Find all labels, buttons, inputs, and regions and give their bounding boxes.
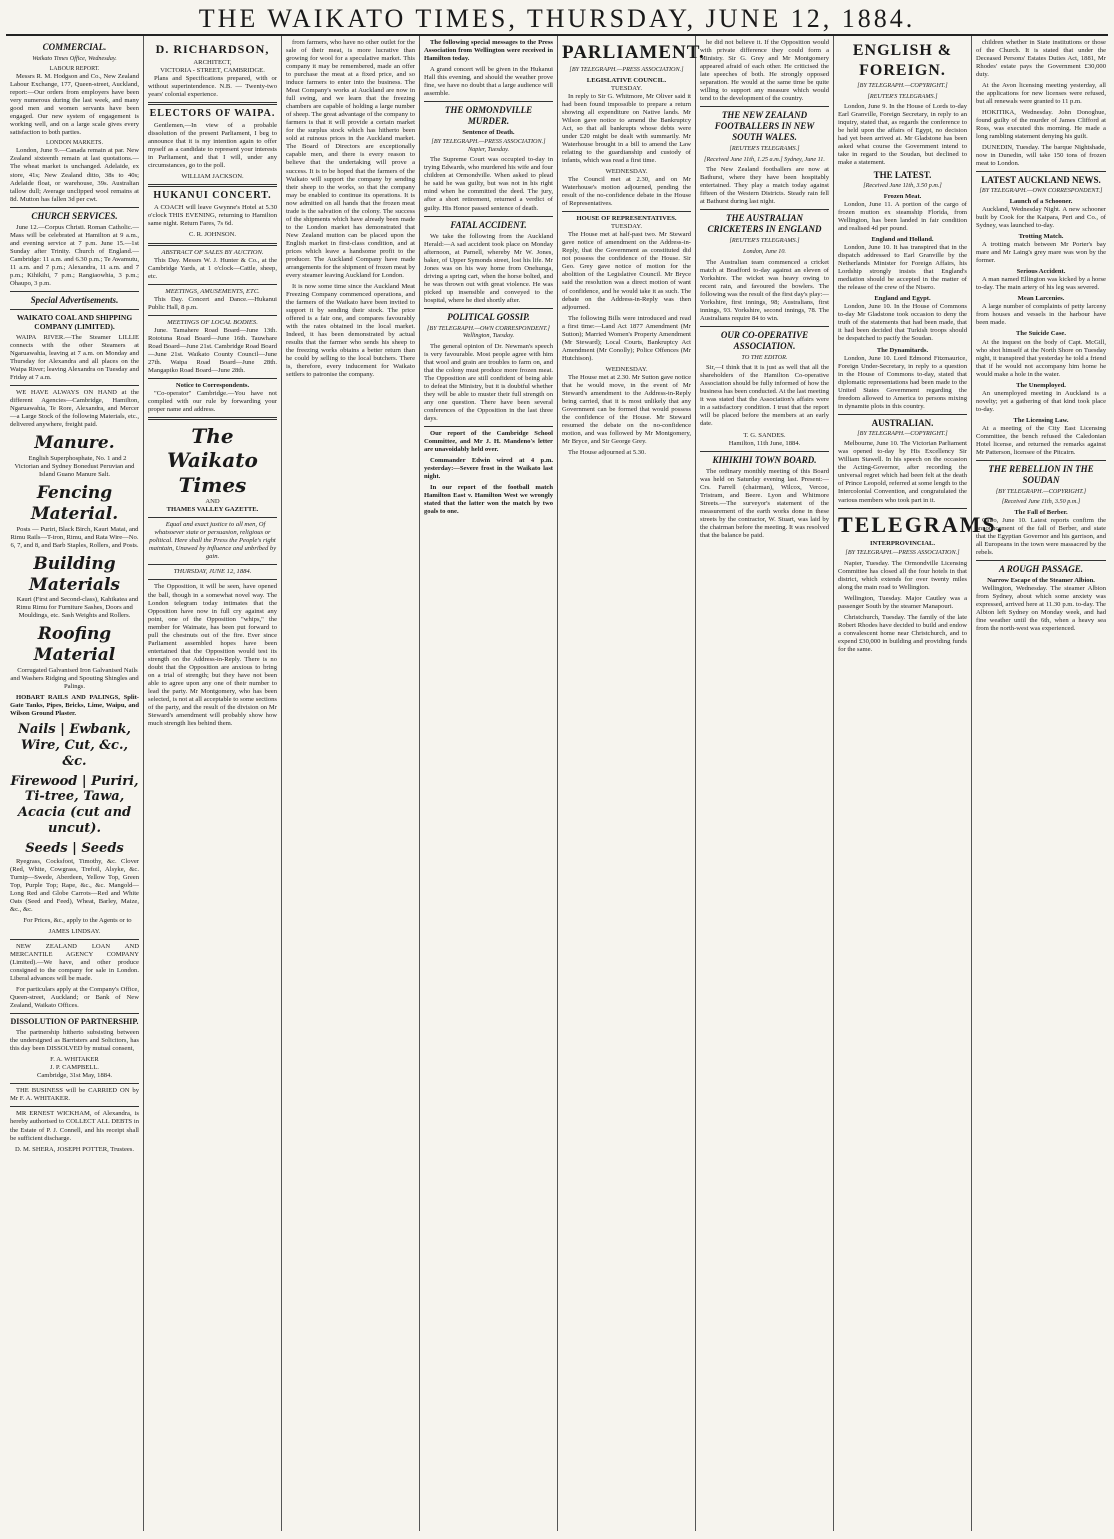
labour-text: Messrs R. M. Hodgson and Co., New Zealand Labour Exchange, 177, Queen-street, Auckland, report:—Our orders from employers have been very numerous during the last week, and many good men and women servants have been engaged. Our new system of engagement is working well, and on a large scale gives every satisfaction to both parties. (10, 72, 139, 137)
nzloan-text: For particulars apply at the Company's Office, Queen-street, Auckland; or Bank of New Zealand, Waikato Offices. (10, 986, 139, 1010)
divider (700, 209, 829, 210)
richardson-text: Plans and Specifications prepared, with or without superintendence. N.B. — Twenty-two years' colonial experience. (148, 74, 277, 98)
nz-text: The New Zealand footballers are now at Bathurst, where they have been hospitably entertained. They play a match today against fifteen of the Western Districts. Steady rain fell at Bathurst during last night. (700, 166, 829, 206)
gossip-text: The general opinion of Dr. Newman's speech is very favourable. Most people agree with him that wool and grain are troubles to farm on, and that the colony must produce more frozen meat. The Opposition are still confident of being able to defeat the Ministry, but it is doubtful whether they will be able to muster their full strength on any one question. There have been several conferences of the Opposition in the last three days. (424, 342, 553, 423)
nz-heading: THE NEW ZEALAND FOOTBALLERS IN NEW SOUTH WALES. (714, 110, 815, 143)
interprov-heading: INTERPROVINCIAL. (869, 540, 936, 548)
wed-heading: WEDNESDAY. (605, 168, 648, 176)
lc-text: In reply to Sir G. Whitmore, Mr Oliver said it had been found impossible to prepare a return showing all expenditure on Native lands. Mr Wilson gave notice to amend the Bankruptcy Act, so that all bankrupts whose debts were under £20 might be dealt with summarily. Mr Waterhouse brought in a bill to amend the Law relating to the guardianship and custody of infants, which was read a first time. (562, 92, 691, 165)
divider (976, 560, 1106, 561)
richardson-address: VICTORIA - STREET, CAMBRIDGE. (160, 66, 265, 74)
wed2-text: The House met at 2.30. Mr Sutton gave notice that he would move, in the event of Mr Steward's amendment to the Address-in-Reply being carried, that it is most unlikely that any Government can be formed that would possess the confidence of the House. Mr Steward resumed the debate on the no-confidence motion, and was followed by Mr Montgomery, Mr Bryce, and Sir George Grey. (562, 373, 691, 446)
meetings-heading: MEETINGS, AMUSEMENTS, ETC. (165, 287, 260, 295)
launch-heading: Launch of a Schooner. (1009, 198, 1073, 205)
warren-note: Commander Edwin wired at 4 p.m. yesterday:—Severe frost in the Waikato last night. (424, 457, 553, 481)
building-text: Kauri (First and Second-class), Kahikatea and Rimu Rimu for Furniture Sashes, Doors and Mouldings, etc. Sash Weights and Rollers. (16, 596, 139, 620)
notice-text: "Co-operator" Cambridge.—You have not complied with our rule by forwarding your proper name and address. (148, 389, 277, 414)
larcenies-heading: Mean Larcenies. (1017, 295, 1065, 303)
english-foreign-text: London, June 9. In the House of Lords to-day Earl Granville, Foreign Secretary, in reply to an inquiry, stated that, as regards the conference to be held upon the affairs of Egypt, no decision had yet been arrived at. Mr Gladstone has been asked what course the Government intend to take in regard to the Soudan, but declined to make a statement. (838, 103, 967, 167)
paper-subtitle: THAMES VALLEY GAZETTE. (166, 506, 259, 514)
cambridge-note: Our report of the Cambridge School Committee, and Mr J. H. Mandeno's letter are unavoidably held over. (424, 430, 553, 454)
fatal-heading: FATAL ACCIDENT. (450, 219, 527, 230)
eh-heading: England and Holland. (871, 236, 934, 244)
soudan-dateline: [Received June 11th, 3.50 p.m.] (1001, 498, 1081, 506)
suicide-text: At the inquest on the body of Capt. McGill, who shot himself at the North Shore on Tuesday night, it transpired that yesterday he told a friend that if he would not accompany him home he would make a hole in the water. (976, 338, 1106, 378)
lc-day: TUESDAY. (611, 84, 642, 92)
paper-title: The Waikato Times (167, 424, 258, 497)
commercial-sub: Waikato Times Office, Wednesday. (32, 54, 117, 62)
ee-text: London, June 10. In the House of Commons to-day Mr Gladstone took occasion to deny the truth of the statements that had been made, that it had been decided that Turkish troops should be despatched to pacify the Soudan. (838, 303, 967, 343)
hr-day: TUESDAY. (611, 223, 642, 231)
english-foreign-heading: ENGLISH & FOREIGN. (852, 42, 953, 79)
labour-heading: LABOUR REPORT. (49, 65, 100, 72)
kihikihi-heading: KIHIKIHI TOWN BOARD. (712, 454, 817, 465)
divider (424, 308, 553, 309)
jackson-signature: WILLIAM JACKSON. (181, 173, 244, 181)
aus-dateline: London, June 10. (743, 247, 786, 255)
richardson-name: D. RICHARDSON, (155, 42, 270, 56)
divider (148, 243, 277, 246)
debate-text: he did not believe it. If the Opposition would with private difference they could form a Ministry. Sir G. Grey and Mr Montgomery appeared afraid of each other. He criticised the late speeches of both. He strongly opposed separation. He would at the same time be quite willing to support any measure which would tend to the development of the country. (700, 39, 829, 103)
masthead (6, 4, 1108, 36)
wickham-text: MR ERNEST WICKHAM, of Alexandra, is hereby authorised to COLLECT ALL DEBTS in the Estate of P. J. Connell, and his receipt shall be sufficient discharge. (10, 1110, 139, 1142)
frozen-text: London, June 11. A portion of the cargo of frozen mutton ex steamship Florida, from Wellington, has been landed in fair condition and realised 4d per pound. (838, 200, 967, 233)
column-6 (696, 36, 834, 1531)
abstract-heading: ABSTRACT OF SALES BY AUCTION. (161, 248, 264, 256)
divider (10, 207, 139, 208)
berber-heading: The Fall of Berber. (1014, 509, 1068, 516)
aus-sub: [REUTER'S TELEGRAMS.] (729, 237, 800, 245)
hr-heading: HOUSE OF REPRESENTATIVES. (576, 215, 677, 223)
divider (148, 284, 277, 285)
divider (700, 326, 829, 327)
column-5 (558, 36, 705, 1531)
church-text: June 12.—Corpus Christi. Roman Catholic.—Mass will be celebrated at Hamilton at 9 a.m., and evening service at 7 p.m. June 15.—1st Sunday after Trinity. Church of England.—Cambridge: 11 a.m. and 6.30 p.m.; Te Awamutu, 11 a.m. and 7 p.m.; Alexandra, 11 a.m. and 7 p.m.; Kihikihi, 7 p.m.; Rangiaowhia, 3 p.m.; Ohaupo, 3 p.m. (10, 223, 139, 287)
roofing-text: Corrugated Galvanised Iron Galvanised Nails and Washers Ridging and Spouting Shingles and Palings. (10, 666, 139, 690)
australian-text: Melbourne, June 10. The Victorian Parliament was opened to-day by His Excellency Sir William Stawell. In his speech on the occasion the Acting-Governor, after recording the universal regret which had been felt at the death of Prince Leopold, referred at some length to the Intercolonial Convention, and congratulated the various members who took part in it. (838, 440, 967, 504)
london-text: London, June 9.—Canada remain at par. New Zealand sixteenth remain at last quotations.—The wheat market is unchanged. Adelaide, ex store, 41s; New Zealand ditto, 38s to 40s; Adelaide float, or warehouse, 39s. Australian tallow dull; Average unclipped wool remains at 8d. Mutton has fallen 3d per cwt. (10, 147, 139, 203)
nzloan-heading: NEW ZEALAND LOAN AND MERCANTILE AGENCY COMPANY (Limited).—We have, and other produce consigned to the company for sale in London. Liberal advances will be made. (10, 943, 139, 983)
christchurch-text: Christchurch, Tuesday. The family of the late Robert Rhodes have decided to build and endow a convalescent home near Christchurch, and to expend £30,000 in building and providing funds for the same. (838, 614, 967, 654)
paper-and: AND (205, 498, 220, 506)
paper-motto: Equal and exact justice to all men, Of whatsoever state or persuasion, religious or political. Here shall the Press the People's right maintain, Unawed by influence and unbribed by gain. (148, 521, 277, 561)
divider (838, 508, 967, 509)
manure-text: English Superphosphate, No. 1 and 2 Victorian and Sydney Bonedust Peruvian and Island Guano Manure Salt. (14, 455, 135, 479)
abstract-text: This Day. Messrs W. J. Hunter & Co., at the Cambridge Yards, at 1 o'clock—Cattle, sheep, etc. (148, 256, 277, 280)
dyn-heading: The Dynamitards. (876, 346, 929, 354)
bills-text: The following Bills were introduced and read a first time:—Land Act 1877 Amendment (Mr Sutton); Married Women's Property Amendment (Mr Steward); Local Courts, Bankruptcy Act Amendment (Mr Conolly); Police Offences (Mr Hutchison). (562, 314, 691, 362)
firewood-heading: Firewood | Puriri, Ti-tree, Tawa, Acacia (cut and uncut). (10, 773, 139, 837)
hokitika-text: HOKITIKA, Wednesday. John Donoghue, found guilty of the murder of James Clifford at Ross, was executed this morning. He made a long rambling statement denying his guilt. (976, 109, 1106, 141)
divider (424, 101, 553, 102)
divider (562, 211, 691, 212)
avon-text: At the Avon licensing meeting yesterday, all the applications for new licenses were refused, but all renewals were granted to 11 p.m. (976, 82, 1106, 106)
richardson-title: ARCHITECT, (193, 58, 232, 66)
coop-sub: TO THE EDITOR. (741, 353, 788, 361)
soudan-heading: THE REBELLION IN THE SOUDAN (988, 463, 1094, 485)
london-heading: LONDON MARKETS. (46, 140, 103, 147)
parliament-heading: PARLIAMENT. (562, 42, 705, 63)
column-1 (6, 36, 144, 1531)
english-foreign-sub: [BY TELEGRAPH.—COPYRIGHT.] (857, 82, 948, 90)
divider (976, 171, 1106, 172)
dissolution-heading: DISSOLUTION OF PARTNERSHIP. (10, 1017, 139, 1027)
divider (424, 426, 553, 427)
launch-text: Auckland, Wednesday Night. A new schooner built by Cook for the Kaipara, Peri and Co., of Sydney, was launched to-day. (976, 206, 1106, 230)
murder-heading: THE ORMONDVILLE MURDER. (444, 105, 533, 127)
trotting-heading: Trotting Match. (1018, 233, 1064, 241)
australian-sub: [BY TELEGRAPH.—COPYRIGHT.] (857, 429, 948, 437)
divider (700, 106, 829, 107)
unemployed-heading: The Unemployed. (1016, 381, 1066, 389)
coal-heading: WAIKATO COAL AND SHIPPING COMPANY (LIMITED). (16, 312, 133, 331)
divider (10, 291, 139, 292)
murder-subheading: Sentence of Death. (462, 129, 515, 137)
nz-dateline: [Received June 11th, 1.25 a.m.] Sydney, June 11. (704, 155, 825, 163)
trustees-signature: D. M. SHERA, JOSEPH POTTER, Trustees. (14, 1145, 135, 1153)
larcenies-text: A large number of complaints of petty larceny from houses and vessels in the harbour have been made. (976, 303, 1106, 327)
divider (838, 414, 967, 415)
football-note: In our report of the football match Hamilton East v. Hamilton West we wrongly stated that the latter won the match by two goals to one. (424, 484, 553, 516)
divider (148, 102, 277, 105)
berber-text: Cairo, June 10. Latest reports confirm the announcement of the fall of Berber, and state that the Egyptian Governor and his garrison, and all Europeans in the town were massacred by the rebels. (976, 517, 1106, 557)
coop-signature: T. G. SANDES. (743, 431, 786, 439)
gossip-dateline: [BY TELEGRAPH.—OWN CORRESPONDENT.] Wellington, Tuesday. (427, 324, 550, 340)
australian-heading: AUSTRALIAN. (871, 417, 934, 428)
divider (424, 216, 553, 217)
lindsay-signature: JAMES LINDSAY. (48, 928, 101, 936)
passage-text: Wellington, Wednesday. The steamer Albion from Sydney, about which some anxiety was expressed, arrived here at 11.30 p.m. to-day. The Albion left Sydney on Monday week, and had fine weather until the 6th, when a heavy sea from the north-west was experienced. (976, 585, 1106, 633)
dunedin-text: DUNEDIN, Tuesday. The barque Nightshade, now in Dunedin, will take 150 tons of frozen meat to London. (976, 144, 1106, 168)
roofing-heading: Roofing Material (33, 624, 116, 666)
divider (148, 517, 277, 518)
suicide-heading: The Suicide Case. (1015, 330, 1066, 338)
electors-text: Gentlemen,—In view of a probable dissolution of the present Parliament, I beg to announce that it is my intention again to offer myself as a candidate to represent your interests in Parliament, and that I will, under any circumstances, go to the poll. (148, 121, 277, 170)
divider (148, 417, 277, 420)
column-3 (282, 36, 420, 1531)
editorial-text: The Opposition, it will be seen, have opened the ball, though in a somewhat novel way. The London telegram today intimates that the Opposition have now in full cry against any point, one of the Opposition "whips," the member for Waimate, has been put forward to pull the chestnuts out of the fire. Ever since Parliament assembled hopes have been entertained that the Opposition would test its strength on the Address-in-Reply. There is no doubt that the Opposition are anxious to bring on a trial of strength; but they have not been able to agree upon any one of their number to lead the party. Mr Montgomery, who has been selected, is not at all acceptable to some sections of the party, and the result of the division on Mr Steward's amendment will probably show how much strength lies behind them. (148, 583, 277, 728)
bodies-text: June. Tamahere Road Board—June 13th. Rototuna Road Board—June 16th. Tauwhare Road Board—June 21st. Cambridge Road Board—June 21st. Waikato County Council—June 27th. Waipa Road Board—June 28th. Mangapiko Road Board—June 28th. (148, 326, 277, 374)
unemployed-text: An unemployed meeting in Auckland is a novelty; yet a gathering of that kind took place to-day. (976, 389, 1106, 413)
bodies-heading: MEETINGS OF LOCAL BODIES. (167, 318, 258, 326)
divider (148, 579, 277, 580)
interprov-text: Napier, Tuesday. The Ormondville Licensing Committee has closed all the four hotels in that district, which extends for over twenty miles along the main road to Wellington. (838, 559, 967, 592)
aus-heading: THE AUSTRALIAN CRICKETERS IN ENGLAND (707, 213, 822, 235)
fencing-heading: Fencing Material. (30, 483, 119, 524)
passage-heading: A ROUGH PASSAGE. (998, 564, 1084, 575)
paper-dateline: THURSDAY, JUNE 12, 1884. (173, 568, 252, 576)
column-4 (420, 36, 558, 1531)
rhodes-text: children whether in State institutions or those of the Church. It is stated that under the Deceased Persons' Estates Duties Act, 1881, Mr Rhodes' estate pays the Government £30,000 duty. (976, 39, 1106, 79)
campbell-signature: J. P. CAMPBELL. (50, 1064, 99, 1072)
meat-company-text-2: It is now some time since the Auckland Meat Freezing Company commenced operations, and the farmers of the Waikato have been invited to support it by sending their stock. The price offered is a fair one, and compares favourably with the rates obtained in the local market. Indeed, it has been demonstrated by actual results that the farmer who sends his sheep to the freezing works obtains a better return than he could by selling to the local butchers. There is, therefore, every inducement for Waikato settlers to patronise the company. (286, 282, 415, 379)
parliament-sub: [BY TELEGRAPH.—PRESS ASSOCIATION.] (569, 66, 684, 74)
frozen-heading: Frozen Meat. (883, 192, 922, 200)
divider (10, 1106, 139, 1107)
special-heading: Special Advertisements. (30, 294, 119, 305)
commercial-heading: COMMERCIAL. (42, 42, 107, 52)
english-foreign-sub2: [REUTER'S TELEGRAMS.] (867, 92, 938, 100)
hr-text: The House met at half-past two. Mr Steward gave notice of amendment on the Address-in-Reply, that the Government as constituted did not possess the confidence of the House. Sir Geo. Grey gave notice of motion for the abolition of the Legislative Council. Mr Bryce said the resolution was a direct motion of want of confidence, and he would take it as such. The debate on the Address-in-Reply was then adjourned. (562, 231, 691, 311)
hobart-text: HOBART RAILS AND PALINGS, Split-Gate Tanks, Pipes, Bricks, Lime, Waipu, and Wilson Ground Plaster. (10, 693, 139, 718)
lc-heading: LEGISLATIVE COUNCIL. (586, 76, 667, 84)
gossip-heading: POLITICAL GOSSIP. (447, 311, 530, 322)
divider (148, 378, 277, 379)
fatal-text: We take the following from the Auckland Herald:—A sad accident took place on Monday afternoon, at Parnell, whereby Mr W. Jones, baker, of Upper Symonds street, lost his life. Mr Jones was on his way home from Onehunga, driving a spring cart, when the horse bolted, and he was thrown out with great violence. He was picked up insensible and conveyed to the hospital, where he died shortly after. (424, 232, 553, 304)
divider (700, 451, 829, 452)
johnson-signature: C. R. JOHNSON. (188, 231, 237, 239)
divider (10, 1083, 139, 1084)
dyn-text: London, June 10. Lord Edmond Fitzmaurice, Foreign Under-Secretary, in reply to a question in the House of Commons to-day, stated that diplomatic representations had been made to the United States Government regarding the freedom allowed to America to persons mixing in dynamite plots in this country. (838, 354, 967, 410)
manure-heading: Manure. (34, 433, 115, 454)
meetings-text: This Day. Concert and Dance.—Hukanui Public Hall, 8 p.m. (148, 295, 277, 311)
meat-company-text: from farmers, who have no other outlet for the sale of their meat, is more lucrative than growing for wool for a speculative market. This company it may be remembered, made an offer to purchase the meat at a fixed price, and so induce farmers to enter into the business. The Meat Company's works at Auckland are now in full swing, and we learn that the freezing chambers are capable of holding a large number of sheep. The great advantage of the company to farmers is that it will provide a certain market for the surplus stock which has hitherto been sold at ruinous prices in the Auckland market. The Board of Directors are exceptionally capable men, and there is every reason to believe that the undertaking will prove a success. It is to be hoped that the farmers of the Waikato will support the company by sending their sheep to the works, so that the company may be enabled to continue its operations. It is now admitted on all hands that the frozen meat trade is the salvation of the colony. The success of the shipments which have already been made to the London market has demonstrated that New Zealand mutton can be placed upon the English market in first-class condition, and at prices which leave a handsome profit to the producer. The Auckland Company have made arrangements for the shipment of frozen meat by every steamer leaving Auckland for London. (286, 39, 415, 279)
column-8 (972, 36, 1110, 1531)
serious-heading: Serious Accident. (1016, 268, 1066, 276)
agents-text: WE HAVE ALWAYS ON HAND at the different Agencies—Cambridge, Hamilton, Ngaruawahia, Te Rore, Alexandra, and Mercer—a Large Stock of the following Materials, etc., delivered anywhere, freight paid. (10, 389, 139, 429)
electors-heading: ELECTORS OF WAIPA. (149, 107, 276, 119)
coop-date: Hamilton, 11th June, 1884. (728, 439, 801, 447)
whitaker-signature: F. A. WHITAKER (50, 1056, 99, 1064)
concert-text: A grand concert will be given in the Hukanui Hall this evening, and should the weather prove fine, we have no doubt that a large audience will assemble. (424, 66, 553, 98)
murder-text: The Supreme Court was occupied to-day in trying Edwards, who murdered his wife and four children at Ormondville. When asked to plead he said he was guilty, but was not in his right mind when he committed the deed. The jury, after a short retirement, returned a verdict of guilty. His Honor passed sentence of death. (424, 156, 553, 212)
prices-text: For Prices, &c., apply to the Agents or to (23, 917, 132, 925)
wed2-heading: WEDNESDAY. (605, 365, 648, 373)
latest-auckland-sub: [BY TELEGRAPH.—OWN CORRESPONDENT.] (979, 187, 1103, 195)
trotting-text: A trotting match between Mr Porter's bay mare and Mr Laing's grey mare was won by the former. (976, 241, 1106, 265)
coop-heading: OUR CO-OPERATIVE ASSOCIATION. (720, 329, 809, 351)
church-heading: CHURCH SERVICES. (31, 210, 118, 221)
seeds-heading: Seeds | Seeds (25, 841, 124, 857)
eh-text: London, June 10. It has transpired that in the dispatch addressed to Earl Granville by the Netherlands Minister for Foreign Affairs, his Lordship strongly insists that England's mediation should be accepted in the matter of the release of the crew of the Nisero. (838, 244, 967, 292)
serious-text: A man named Ellington was kicked by a horse to-day. The main artery of his leg was severed. (976, 276, 1106, 292)
building-heading: Building Materials (29, 553, 120, 595)
ee-heading: England and Egypt. (874, 295, 931, 303)
divider (148, 184, 277, 187)
dissolution-text: The partnership hitherto subsisting between the undersigned as Barristers and Solicitors, has this day been DISSOLVED by mutual consent, (10, 1029, 139, 1053)
columns (6, 36, 1108, 1531)
wellington-text: Wellington, Tuesday. Major Cautley was a passenger South by the steamer Manapouri. (838, 595, 967, 611)
coop-text: Sir,—I think that it is just as well that all the shareholders of the Hamilton Co-operative Association should be fully informed of how the business has been conducted. At the last meeting it was stated that the Association's affairs were in a satisfactory condition. I trust that the report will be placed before the members at an early date. (700, 364, 829, 428)
latest-heading: THE LATEST. (873, 170, 932, 181)
hukanui-text: A COACH will leave Gwynne's Hotel at 5.30 o'clock THIS EVENING, returning to Hamilton same night. Return Fares, 7s 6d. (148, 204, 277, 228)
divider (976, 460, 1106, 461)
column-2 (144, 36, 282, 1531)
telegrams-heading: TELEGRAMS. (838, 511, 1005, 537)
latest-auckland-heading: LATEST AUCKLAND NEWS. (981, 175, 1101, 186)
passage-subheading: Narrow Escape of the Steamer Albion. (987, 577, 1095, 585)
nails-heading: Nails | Ewbank, Wire, Cut, &c., &c. (18, 722, 131, 769)
divider (10, 1013, 139, 1014)
masthead-title: THE WAIKATO TIMES, THURSDAY, JUNE 12, 1884. (198, 4, 916, 33)
coal-text: WAIPA RIVER.—The Steamer LILLIE connects with the other Steamers at Ngaruawahia, leaving at 7 a.m. on Monday and Thursday for Alexandra and all places on the Waipa River; leaving Alexandra on Tuesday and Friday at 7 a.m. (10, 334, 139, 382)
divider (10, 309, 139, 310)
divider (148, 315, 277, 316)
special-messages-text: The following special messages to the Press Association from Wellington were received in Hamilton today. (424, 39, 553, 63)
dissolution-date: Cambridge, 31st May, 1884. (36, 1072, 113, 1080)
adjourn-text: The House adjourned at 5.30. (568, 449, 647, 457)
soudan-sub: [BY TELEGRAPH.—COPYRIGHT.] (995, 487, 1087, 495)
fencing-text: Posts — Puriri, Black Birch, Kauri Matai, and Rimu Rails—T-iron, Rimu, and Rata Wire—No. 6, 7, and 8, and Barb Staples, Rollers, and Posts. (10, 525, 139, 549)
aus-text: The Australian team commenced a cricket match at Bradford to-day against an eleven of Yorkshire. The wicket was heavy owing to recent rain, and favoured the bowlers. The following was the result of the first day's play:—Yorkshire, first innings, 98; Australians, first innings, 93. Yorkshire, second innings, 78. The Australians require 84 to win. (700, 258, 830, 322)
nz-sub: [REUTER'S TELEGRAMS.] (729, 145, 800, 153)
interprov-sub: [BY TELEGRAPH.—PRESS ASSOCIATION.] (845, 549, 960, 557)
divider (148, 564, 277, 565)
notice-heading: Notice to Correspondents. (175, 381, 250, 389)
seeds-text: Ryegrass, Cocksfoot, Timothy, &c. Clover (Red, White, Cowgrass, Trefoil, Alsyke, &c. Turnip—Swede, Aberdeen, Yellow Top, Green Top, Purple Top; Rape, &c., &c. Mangold—Long Red and Globe Carrots—Red and White Oats (Seed and Feed), Wheat, Barley, Maize, &c., &c. (10, 857, 139, 914)
murder-dateline: [BY TELEGRAPH.—PRESS ASSOCIATION.] Napier, Tuesday. (431, 138, 546, 153)
hukanui-heading: HUKANUI CONCERT. (153, 190, 272, 202)
business-text: THE BUSINESS will be CARRIED ON by Mr F. A. WHITAKER. (10, 1087, 139, 1103)
kihikihi-text: The ordinary monthly meeting of this Board was held on Saturday evening last. Present:—Crs. Farrell (chairman), Wilcox, Vercoe, Tristram, and Beere. Lyon and Whitmore Streets.—The surveyor's statement of the measurement of the earth works done in these streets by the contractor, W. Stuart, was laid by the chairman before the meeting. It was resolved that the balance be paid. (700, 467, 829, 539)
licensing-heading: The Licensing Law. (1013, 416, 1069, 424)
column-7 (834, 36, 1005, 1531)
licensing-text: At a meeting of the City East Licensing Committee, the bench refused the Caledonian Hotel license, and returned the remarks against Mr Patterson, licensee of the Pitcairn. (976, 424, 1106, 456)
latest-dateline: [Received June 11th, 3.50 p.m.] (863, 182, 942, 190)
divider (10, 385, 139, 386)
divider (10, 939, 139, 940)
wed-text: The Council met at 2.30, and on Mr Waterhouse's motion adjourned, pending the result of the no-confidence debate in the House of Representatives. (562, 176, 691, 208)
